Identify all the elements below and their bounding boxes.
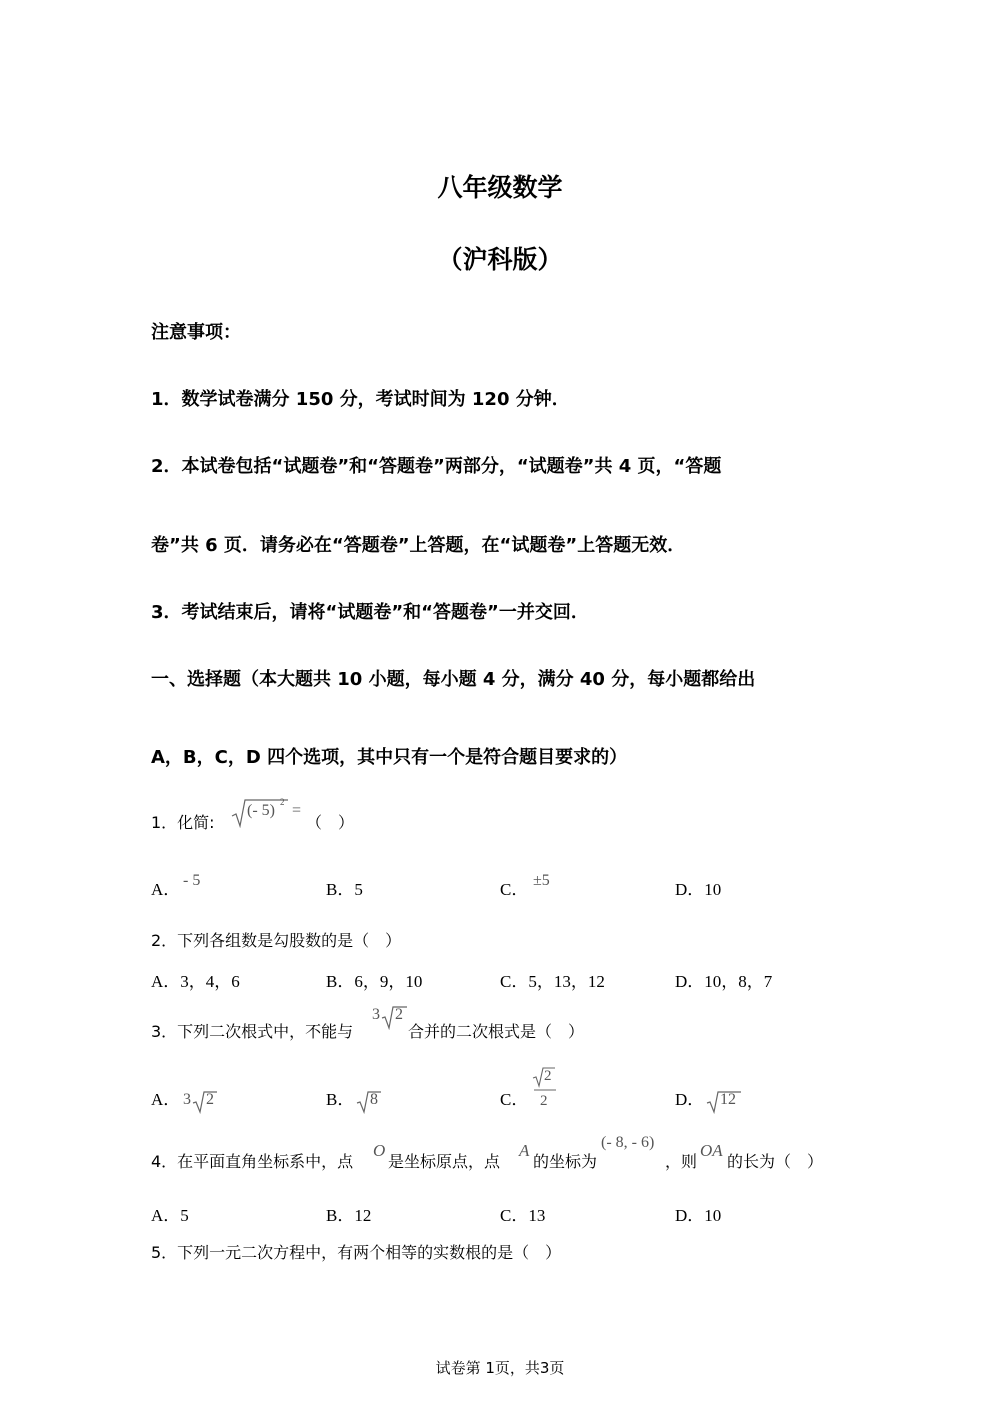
q3-option-a-label: A．: [151, 1090, 181, 1109]
q1-option-a-value: - 5: [183, 872, 201, 889]
q3-option-a-rad: 2: [206, 1091, 214, 1108]
q1-equals: =: [292, 802, 302, 819]
question-1-prefix: 1．化简:: [151, 813, 215, 832]
q3-option-c-label: C．: [500, 1090, 529, 1109]
page-footer: 试卷第 1页，共3页: [435, 1359, 565, 1377]
q4-segment-oa: OA: [700, 1141, 723, 1160]
question-4-suffix: 的长为（ ）: [727, 1152, 824, 1171]
q3-expr-rad: 2: [395, 1006, 403, 1023]
notes-heading: 注意事项：: [151, 322, 241, 343]
q1-option-c-value: ±5: [533, 872, 550, 889]
question-3-prefix: 3．下列二次根式中，不能与: [151, 1022, 354, 1041]
sqrt-symbol-icon: [371, 1004, 409, 1030]
question-4-mid-1: 是坐标原点，点: [388, 1152, 501, 1171]
q2-option-a: A．3，4，6: [151, 972, 240, 991]
q4-coordinates: (- 8, - 6): [601, 1134, 655, 1151]
q3-option-c-numerator: 2: [544, 1068, 552, 1084]
q3-option-b-expression: [355, 1088, 385, 1114]
note-item-3: 3．考试结束后，请将“试题卷”和“答题卷”一并交回．: [151, 602, 589, 623]
question-4-mid-2: 的坐标为: [533, 1152, 598, 1171]
q3-option-a-expression: [181, 1088, 221, 1114]
q1-expr-exponent: 2: [280, 797, 285, 807]
question-1-expression: [230, 796, 310, 828]
note-item-1: 1．数学试卷满分 150 分，考试时间为 120 分钟．: [151, 389, 570, 410]
q3-option-c-denominator: 2: [540, 1093, 548, 1109]
page-title: 八年级数学: [437, 173, 563, 202]
q1-option-a-label: A．: [151, 880, 181, 899]
q3-option-a-coef: 3: [183, 1091, 191, 1108]
q3-option-d-expression: [705, 1088, 745, 1114]
question-3-suffix: 合并的二次根式是（ ）: [408, 1022, 585, 1041]
section-heading-line-2: A，B，C，D 四个选项，其中只有一个是符合题目要求的）: [151, 747, 628, 768]
question-1-bracket: （ ）: [306, 813, 355, 832]
q3-option-d-label: D．: [675, 1090, 705, 1109]
note-item-2-line-1: 2．本试卷包括“试题卷”和“答题卷”两部分，“试题卷”共 4 页，“答题: [151, 456, 722, 477]
q2-option-b: B．6，9，10: [326, 972, 423, 991]
note-item-2-line-2: 卷”共 6 页．请务必在“答题卷”上答题，在“试题卷”上答题无效．: [151, 535, 686, 556]
question-5-text: 5．下列一元二次方程中，有两个相等的实数根的是（ ）: [151, 1243, 562, 1262]
page-subtitle: （沪科版）: [437, 245, 563, 274]
section-heading-line-1: 一、选择题（本大题共 10 小题，每小题 4 分，满分 40 分，每小题都给出: [151, 669, 756, 690]
q4-option-d: D．10: [675, 1206, 722, 1225]
q1-option-c-label: C．: [500, 880, 529, 899]
q1-option-b: B．5: [326, 880, 363, 899]
question-4-mid-3: ，则: [665, 1152, 698, 1171]
q1-expr-inner: (- 5): [247, 802, 275, 819]
q1-option-d: D．10: [675, 880, 722, 899]
q3-option-b-label: B．: [326, 1090, 355, 1109]
q2-option-c: C．5，13，12: [500, 972, 605, 991]
q4-option-b: B．12: [326, 1206, 372, 1225]
q4-option-c: C．13: [500, 1206, 546, 1225]
q4-point-o: O: [373, 1141, 386, 1160]
question-2-text: 2．下列各组数是勾股数的是（ ）: [151, 931, 402, 950]
q3-expr-coef: 3: [372, 1006, 380, 1023]
q4-option-a: A．5: [151, 1206, 189, 1225]
sqrt-symbol-icon: [181, 1088, 221, 1114]
q4-point-a: A: [519, 1141, 530, 1160]
q3-option-d-rad: 12: [720, 1091, 736, 1108]
question-4-prefix: 4．在平面直角坐标系中，点: [151, 1152, 354, 1171]
question-3-expression: [371, 1004, 409, 1030]
q3-option-c-expression: [530, 1066, 560, 1112]
q2-option-d: D．10，8，7: [675, 972, 773, 991]
q3-option-b-rad: 8: [370, 1091, 378, 1108]
